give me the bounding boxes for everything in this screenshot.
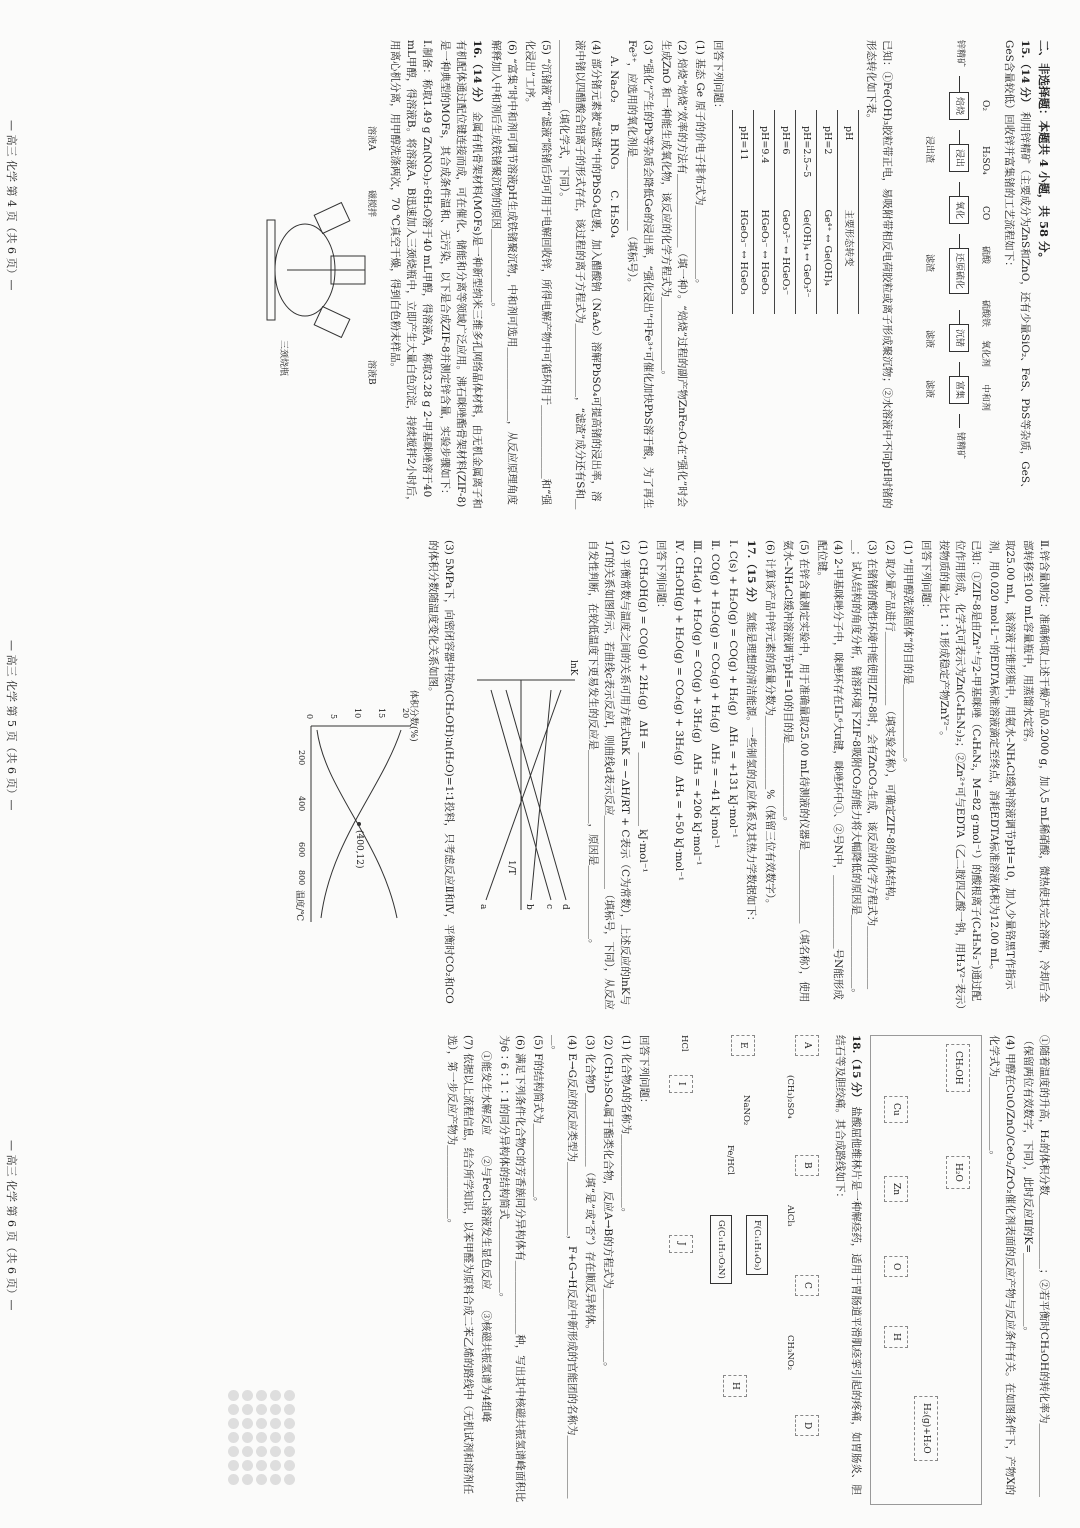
reaction-3: Ⅲ. CH₄(g) + H₂O(g) = CO(g) + 3H₂(g) ΔH₃ = +206 kJ·mol⁻¹: [691, 540, 703, 866]
known-info: 已知：①ZIF-8是由Zn²⁺与2-甲基咪唑（C₄H₆N₂，M=82 g·mol⁻¹）的酸根离子(C₄H₅N₂⁻)通过配位作用形成，化学式可表示为Zn(C₄H₅N₂)₂；②Zn²⁺可与EDTA（乙二胺四乙酸一钠，用H₂Y²⁻表示）按物质的量之比1∶1形成稳定产物ZnY²⁻。: [938, 540, 982, 1010]
section-title: 二、非选择题：本题共 4 小题，共 58 分。: [1037, 40, 1051, 265]
q17-heading: 17.（15 分） 氢能是理想的清洁能源。一些制氢的反应体系及其热力学数据如下：: [745, 540, 757, 927]
curve-label: c: [544, 904, 554, 910]
question-item: (3) 化合物D＿＿＿＿＿＿＿（填“是”或“否”）存在顺反异构体。: [584, 1035, 596, 1336]
question-item: (3) 在锗锗的酸性环境中能使用ZIF-8时，会有ZnCO₃生成，该反应的化学方程式为＿＿＿＿＿＿＿；试从结构的角度分析，锗溶环境下ZIF-8吸附CO₂的能力将大幅降低的原因是＿＿＿＿＿＿＿。: [850, 540, 878, 999]
flow-output: 锗精矿: [955, 432, 965, 460]
question-item: (1) CH₃OH(g) = CO(g) + 2H₂(g) ΔH = ＿＿＿＿＿＿＿ kJ·mol⁻¹: [637, 540, 649, 873]
question-item: (5) F的结构简式为＿＿＿＿＿＿＿。: [532, 1035, 544, 1208]
lnk-vs-1-over-t-graph: [461, 660, 581, 920]
scan-marker-dots: [228, 1390, 308, 1510]
reaction-4: Ⅳ. CH₃OH(g) + H₂O(g) = CO₂(g) + 3H₂(g) ΔH₄ = +50 kJ·mol⁻¹: [673, 540, 685, 881]
question-item: (4) 甲醇在CuO/ZnO/CeO₂/ZrO₂催化剂表面的反应产物与反应条件有关。在如图条件下，产物X的化学式为＿＿＿＿＿＿＿。: [988, 1035, 1016, 1496]
reaction-1: Ⅰ. C(s) + H₂O(g) = CO(g) + H₂(g) ΔH₁ = +131 kJ·mol⁻¹: [727, 540, 739, 838]
question-item: (6) “富集”时中和剂可调节溶液pH生成铁锗聚沉物，中和剂可选用＿＿＿＿＿＿＿，从反应原理角度解释加入中和剂后生成铁锗聚沉物的原因＿＿＿＿＿＿＿。: [490, 40, 518, 505]
question-item: (2) 焙烧“焙烧”效率的方法有＿＿＿＿＿＿＿（填一种）。“焙烧”过程的副产物ZnFe₂O₄在“强化”时会生成ZnO 和一种能生成氧化物，该反应的化学方程式为＿＿＿＿＿＿＿。: [660, 40, 688, 508]
q15-heading: 15.（14 分） 利用锌精矿（主要成分为ZnS和ZnO，还有少量SiO₂、FeS、PbS等杂质，GeS、GeS含量较低）回收锌并富集锗的工艺流程如下：: [1003, 40, 1031, 494]
apparatus-figure: [263, 40, 383, 510]
question-item: (1) “用甲醇洗涤固体”的目的是＿＿＿＿＿＿＿。: [902, 540, 914, 769]
label-solution-a: 溶液A: [366, 126, 376, 151]
label-stirrer: 磁搅拌: [366, 190, 376, 218]
label-solution-b: 溶液B: [366, 360, 376, 385]
curve-label: d: [560, 904, 570, 910]
question-item: (2) 取少量产品进行＿＿＿＿＿＿＿（填实验名称），可确定ZIF-8的晶体结构。: [884, 540, 896, 907]
question-item: (4) 2-甲基咪唑分子中，咪唑环存在Π₅⁶大π键，咪唑环中①、②号N中，＿＿＿＿＿＿＿号N能形成配位键。: [816, 540, 844, 1000]
question-item: (2) (CH₃)₂SO₄属于酯类化合物，反应A→B的方程式为＿＿＿＿＿＿＿。: [602, 1035, 614, 1373]
question-item: (3) 5MPa下，向密闭容器中按n(CH₃OH)∶n(H₂O)=1∶1投料，只考虑反应Ⅱ和Ⅳ，平衡时CO₂和CO的体积分数随温度变化关系如图。: [427, 540, 455, 1004]
column-page-6: ①随着温度的升高，H₂的体积分数＿＿＿＿＿＿＿；②若平衡时CH₃OH的转化率为＿＿＿＿＿＿＿（保留两位有效数字，下同），此时反应Ⅱ的K=＿＿＿＿＿＿＿。 (4) 甲醇在CuO/ZnO/CeO₂/ZrO₂催化剂表面的反应产物与反应条件有关。在如图条件下，产物X的化学式为＿＿＿＿＿＿＿。 CH₃OH H₂O H₂(g)+H₂O Cu Zn O H 18.（15 分） 盐酸屈他维林片是一种解痉药，适用于胃肠道平滑肌痉挛引起的疼痛，如胃肠炎、胆结石等及胆绞痛。其合成路线如下： A B C D (CH₃)₂SO₄ AlCl₃ CH₃NO₂ E NaNO₂ Fe/HCl F(C₁₁H₁₄O₃) G(C₁₁H₁₇O₃N) H HCl I J 回答下列问题： (1) 化合物A的名称为＿＿＿＿＿＿＿。 (2) (CH₃)₂SO₄属于酯类化合物，反应A→B的方程式为＿＿＿＿＿＿＿。 (3) 化合物D＿＿＿＿＿＿＿（填“是”或“否”）存在顺反异构体。 (4) E→G反应的反应类型为＿＿＿＿＿＿＿，F+G→H反应中新形成的官能团的名称为＿＿＿＿＿＿＿。 (5) F的结构简式为＿＿＿＿＿＿＿。 (6) 满足下列条件化合物C的芳香族同分异构体有＿＿＿＿＿＿＿种，写出其中核磁共振氢谱峰面积比为6∶6∶1∶1的同分异构体的结构简式＿＿＿＿＿＿＿。 ①能发生水解反应 ②与FeCl₃溶液发生显色反应 ③核磁共振氢谱为4组峰 (7) 依据以上流程信息，结合所学知识，以苯甲醛为原料合成二苯乙烯的路线中（无机试剂和溶剂任选），第一步反应产物为＿＿＿＿＿＿＿。: [18, 1035, 1052, 1505]
known-info: 已知：①Fe(OH)₃胶粒带正电，易吸附带相反电荷胶粒或离子形成聚沉物；②水溶液中不同pH时锗的形态转化如下表。: [865, 40, 893, 509]
graph1-x-label: 1/T: [506, 860, 516, 875]
curve-label: b: [524, 904, 534, 910]
q16-continued: Ⅱ.锌含量测定：准确称取上述干燥产品0.2000 g，加入5 mL稀硝酸，微热使其完全溶解，冷却后全部转移至100 mL容量瓶中，用蒸馏水定容。: [1022, 540, 1050, 1003]
q18-heading: 18.（15 分） 盐酸屈他维林片是一种解痉药，适用于胃肠道平滑肌痉挛引起的疼痛，如胃肠炎、胆结石等及胆绞痛。其合成路线如下：: [834, 1035, 862, 1495]
question-item: (4) E→G反应的反应类型为＿＿＿＿＿＿＿，F+G→H反应中新形成的官能团的名称为＿＿＿＿＿＿＿。: [550, 1035, 578, 1499]
label-flask: 三颈烧瓶: [278, 340, 288, 377]
flow-node: 浸出: [949, 144, 969, 172]
question-item: (6) 计算该产品中锌元素的质量分数为＿＿＿＿＿＿＿%（保留三位有效数字）。: [764, 540, 776, 910]
graph2-x-label: 温度/℃: [294, 890, 304, 922]
flow-node: 氧化: [949, 196, 969, 224]
volume-fraction-graph: 体积分数(%) (400,12) 温度/℃ 0 5 10 15 20 200 400 600 800: [291, 690, 421, 930]
process-flow-diagram: 锌精矿 焙烧 O₂ 浸出 H₂SO₄ 浸出渣 氧化 CO 还原硫化 硫酸 滤渣 沉锗 硫酸铁 氧化剂 滤液 富集 中和剂 滤液 锗精矿: [924, 40, 990, 460]
question-item: (4) 部分锗元素被“滤渣”中的PbSO₄包裹，加入醋酸钠（NaAc）溶解PbSO₄可提高锗的浸出率，溶液中锗以四醋酸合铅离子的形式存在，该过程的离子方程式为＿＿＿＿＿＿＿，“滤渣”成分还有S和＿＿＿＿＿＿＿（填化学式，下同）。: [558, 40, 602, 510]
graph2-y-label: 体积分数(%): [408, 690, 418, 742]
question-item: (7) 依据以上流程信息，结合所学知识，以苯甲醛为原料合成二苯乙烯的路线中（无机试剂和溶剂任选），第一步反应产物为＿＿＿＿＿＿＿。: [446, 1035, 474, 1495]
q16-heading: 16.（14 分） 金属有机骨架材料(MOFs)是一种新型纳米三维多孔网络晶体材料，由无机金属离子和有机配体通过配位键连接而成，可在催化、储能和分离等领域广泛应用。沸石咪唑酯骨架材料(ZIF-8)是一种典型的MOFs，其合成条件温和、无污染，以下是合成ZIF-8并测定锌含量，实验步骤如下：: [439, 40, 483, 509]
flow-feed: 锌精矿: [955, 40, 965, 68]
curve-label: a: [478, 904, 488, 910]
question-item: (5) 在锌含量测定实验中，用于准确量取25.00 mL待测液的仪器是＿＿＿＿＿＿＿（填名称），使用氨水–NH₄Cl缓冲溶液调节pH=10的目的是＿＿＿＿＿＿＿。: [782, 540, 810, 1003]
q16-step: Ⅰ.制备：称取1.49 g Zn(NO₃)₂·6H₂O溶于40 mL甲醇，得溶液A，称取3.28 g 2-甲基咪唑溶于40 mL甲醇，得溶液B。将溶液A、B迅速加入三颈烧瓶中，立即产生大量白色沉淀，持续搅拌2小时后，用离心机分离，用甲醇洗涤两次，70 ℃真空干燥，得到白色粉末样品。: [389, 40, 433, 507]
column-page-5: Ⅱ.锌含量测定：准确称取上述干燥产品0.2000 g，加入5 mL稀硝酸，微热使其完全溶解，冷却后全部转移至100 mL容量瓶中，用蒸馏水定容。 取25.00 mL，该溶液于锥形瓶中，用氨水–NH₄Cl缓冲溶液调节pH=10，加入少量铬黑T作指示剂，用0.020 mol·L⁻¹的EDTA标准溶液滴定至终点，消耗EDTA标准溶液体积为12.00 mL。 已知：①ZIF-8是由Zn²⁺与2-甲基咪唑（C₄H₆N₂，M=82 g·mol⁻¹）的酸根离子(C₄H₅N₂⁻)通过配位作用形成，化学式可表示为Zn(C₄H₅N₂)₂；②Zn²⁺可与EDTA（乙二胺四乙酸一钠，用H₂Y²⁻表示）按物质的量之比1∶1形成稳定产物ZnY²⁻。 回答下列问题： (1) “用甲醇洗涤固体”的目的是＿＿＿＿＿＿＿。 (2) 取少量产品进行＿＿＿＿＿＿＿（填实验名称），可确定ZIF-8的晶体结构。 (3) 在锗锗的酸性环境中能使用ZIF-8时，会有ZnCO₃生成，该反应的化学方程式为＿＿＿＿＿＿＿；试从结构的角度分析，锗溶环境下ZIF-8吸附CO₂的能力将大幅降低的原因是＿＿＿＿＿＿＿。 (4) 2-甲基咪唑分子中，咪唑环存在Π₅⁶大π键，咪唑环中①、②号N中，＿＿＿＿＿＿＿号N能形成配位键。 (5) 在锌含量测定实验中，用于准确量取25.00 mL待测液的仪器是＿＿＿＿＿＿＿（填名称），使用氨水–NH₄Cl缓冲溶液调节pH=10的目的是＿＿＿＿＿＿＿。 (6) 计算该产品中锌元素的质量分数为＿＿＿＿＿＿＿%（保留三位有效数字）。 17.（15 分） 氢能是理想的清洁能源。一些制氢的反应体系及其热力学数据如下： Ⅰ. C(s) + H₂O(g) = CO(g) + H₂(g) ΔH₁ = +131 kJ·mol⁻¹ Ⅱ. CO(g) + H₂O(g) = CO₂(g) + H₂(g) ΔH₂ = −41 kJ·mol⁻¹ Ⅲ. CH₄(g) + H₂O(g) = CO(g) + 3H₂(g) ΔH₃ = +206 kJ·mol⁻¹ Ⅳ. CH₃OH(g) + H₂O(g) = CO₂(g) + 3H₂(g) ΔH₄ = +50 kJ·mol⁻¹ 回答下列问题： (1) CH₃OH(g) = CO(g) + 2H₂(g) ΔH = ＿＿＿＿＿＿＿ kJ·mol⁻¹ (2) 平衡常数与温度之间的关系可用方程式lnK = −ΔH/RT + C表示（C为常数），上述反应的lnK与1/T的关系如图所示，若曲线c表示反应Ⅰ，则曲线d表示反应＿＿＿＿＿＿＿（填标号，下同），从反应自发性判断，在较低温度下更易发生的反应是＿＿＿＿＿＿＿，原因是＿＿＿＿＿＿＿。 lnK 1/T a b c d (3) 5MPa下，向密闭容器中按n(CH₃OH)∶n(H₂O)=1∶1投料，只考虑反应Ⅱ和Ⅳ，平衡时CO₂和CO的体积分数随温度变化关系如图。 体积分数(%) (400,12) 温度/℃ 0 5 10 15 20 200 400 600 800: [18, 540, 1052, 1010]
intersection-label: (400,12): [354, 830, 364, 869]
catalyst-mechanism-figure: CH₃OH H₂O H₂(g)+H₂O Cu Zn O H: [870, 1035, 982, 1505]
flow-node: 富集: [949, 376, 969, 404]
question-item: (1) 基态 Ge 原子的价电子排布式为＿＿＿＿＿＿＿。: [694, 40, 706, 290]
page-footer-4: — 高三 化学 第 4 页（共 6 页）—: [5, 120, 18, 291]
synthesis-route-figure: A B C D (CH₃)₂SO₄ AlCl₃ CH₃NO₂ E NaNO₂ Fe/HCl F(C₁₁H₁₄O₃) G(C₁₁H₁₇O₃N) H HCl I J: [658, 1035, 828, 1505]
q16-continued: 取25.00 mL，该溶液于锥形瓶中，用氨水–NH₄Cl缓冲溶液调节pH=10，加入少量铬黑T作指示剂，用0.020 mol·L⁻¹的EDTA标准溶液滴定至终点，消耗EDTA标准溶液体积为12.00 mL。: [988, 540, 1016, 990]
flow-node: 还原硫化: [949, 248, 969, 294]
question-item: (3) “强化”产生的Pb等杂质会降低Ge的浸出率，“强化浸出”中Fe³⁺可催化加快PbS溶于酸，为了再生Fe³⁺，应选用的氧化剂是＿＿＿＿＿＿＿（填标号）。: [626, 40, 654, 509]
flow-node: 焙烧: [949, 92, 969, 120]
ge-species-table: pH 主要形态转变 pH=2 Ge⁴⁺ ↔ Ge(OH)₄ pH=2.5~5 Ge(OH)₄ ↔ GeO₃²⁻ pH=6 GeO₃²⁻ ↔ HGeO₃⁻ pH=9.4 HGeO₃⁻ ↔ HGeO₃ pH=11 HGeO₃⁻ ↔ HGeO₃: [732, 110, 859, 314]
question-item: (5) “沉锗液”和“滤液”除锗后均可用于电解回收锌，所得电解产物中可循环用于＿＿＿＿＿＿＿和“强化浸出”工序。: [524, 40, 552, 506]
question-item: (1) 化合物A的名称为＿＿＿＿＿＿＿。: [620, 1035, 632, 1219]
question-item: ①随着温度的升高，H₂的体积分数＿＿＿＿＿＿＿；②若平衡时CH₃OH的转化率为＿＿＿＿＿＿＿（保留两位有效数字，下同），此时反应Ⅱ的K=＿＿＿＿＿＿＿。: [1022, 1035, 1050, 1498]
question-conditions: ①能发生水解反应 ②与FeCl₃溶液发生显色反应 ③核磁共振氢谱为4组峰: [480, 1051, 492, 1423]
page-footer-6: — 高三 化学 第 6 页（共 6 页）—: [5, 1140, 18, 1311]
question-item: (6) 满足下列条件化合物C的芳香族同分异构体有＿＿＿＿＿＿＿种，写出其中核磁共振氢谱峰面积比为6∶6∶1∶1的同分异构体的结构简式＿＿＿＿＿＿＿。: [498, 1035, 526, 1503]
reaction-2: Ⅱ. CO(g) + H₂O(g) = CO₂(g) + H₂(g) ΔH₂ = −41 kJ·mol⁻¹: [709, 540, 721, 849]
graph1-y-label: lnK: [568, 660, 578, 676]
flow-node: 沉锗: [949, 324, 969, 352]
column-page-4: 二、非选择题：本题共 4 小题，共 58 分。 15.（14 分） 利用锌精矿（主要成分为ZnS和ZnO，还有少量SiO₂、FeS、PbS等杂质，GeS、GeS含量较低）回收锌并富集锗的工艺流程如下： 锌精矿 焙烧 O₂ 浸出 H₂SO₄ 浸出渣 氧化 CO 还原硫化 硫酸 滤渣 沉锗 硫酸铁 氧化剂 滤液 富集 中和剂 滤液 锗精矿 已知：①Fe(OH)₃胶粒带正电，易吸附带相反电荷胶粒或离子形成聚沉物；②水溶液中不同pH时锗的形态转化如下表。 pH 主要形态转变 pH=2 Ge⁴⁺ ↔ Ge(OH)₄ pH=2.5~5 Ge(OH)₄ ↔ GeO₃²⁻ pH=6 GeO₃²⁻ ↔ HGeO₃⁻ pH=9.4 HGeO₃⁻ ↔ HGeO₃ pH=11 HGeO₃⁻ ↔ HGeO₃ 回答下列问题： (1) 基态 Ge 原子的价电子排布式为＿＿＿＿＿＿＿。 (2) 焙烧“焙烧”效率的方法有＿＿＿＿＿＿＿（填一种）。“焙烧”过程的副产物ZnFe₂O₄在“强化”时会生成ZnO 和一种能生成氧化物，该反应的化学方程式为＿＿＿＿＿＿＿。 (3) “强化”产生的Pb等杂质会降低Ge的浸出率，“强化浸出”中Fe³⁺可催化加快PbS溶于酸，为了再生Fe³⁺，应选用的氧化剂是＿＿＿＿＿＿＿（填标号）。 A. Na₂O₂ B. HNO₃ C. H₂SO₄ (4) 部分锗元素被“滤渣”中的PbSO₄包裹，加入醋酸钠（NaAc）溶解PbSO₄可提高锗的浸出率，溶液中锗以四醋酸合铅离子的形式存在，该过程的离子方程式为＿＿＿＿＿＿＿，“滤渣”成分还有S和＿＿＿＿＿＿＿（填化学式，下同）。 (5) “沉锗液”和“滤液”除锗后均可用于电解回收锌，所得电解产物中可循环用于＿＿＿＿＿＿＿和“强化浸出”工序。 (6) “富集”时中和剂可调节溶液pH生成铁锗聚沉物，中和剂可选用＿＿＿＿＿＿＿，从反应原理角度解释加入中和剂后生成铁锗聚沉物的原因＿＿＿＿＿＿＿。 16.（14 分） 金属有机骨架材料(MOFs)是一种新型纳米三维多孔网络晶体材料，由无机金属离子和有机配体通过配位键连接而成，可在催化、储能和分离等领域广泛应用。沸石咪唑酯骨架材料(ZIF-8)是一种典型的MOFs，其合成条件温和、无污染，以下是合成ZIF-8并测定锌含量，实验步骤如下： Ⅰ.制备：称取1.49 g Zn(NO₃)₂·6H₂O溶于40 mL甲醇，得溶液A，称取3.28 g 2-甲基咪唑溶于40 mL甲醇，得溶液B。将溶液A、B迅速加入三颈烧瓶中，立即产生大量白色沉淀，持续搅拌2小时后，用离心机分离，用甲醇洗涤两次，70 ℃真空干燥，得到白色粉末样品。 溶液A 溶液B 磁搅拌 三颈烧瓶: [18, 40, 1052, 510]
page-footer-5: — 高三 化学 第 5 页（共 6 页）—: [5, 640, 18, 811]
question-item: (2) 平衡常数与温度之间的关系可用方程式lnK = −ΔH/RT + C表示（C为常数），上述反应的lnK与1/T的关系如图所示，若曲线c表示反应Ⅰ，则曲线d表示反应＿＿＿＿＿＿＿（填标号，下同），从反应自发性判断，在较低温度下更易发生的反应是＿＿＿＿＿＿＿，原因是＿＿＿＿＿＿＿。: [587, 540, 631, 1010]
question-options: A. Na₂O₂ B. HNO₃ C. H₂SO₄: [608, 56, 620, 238]
